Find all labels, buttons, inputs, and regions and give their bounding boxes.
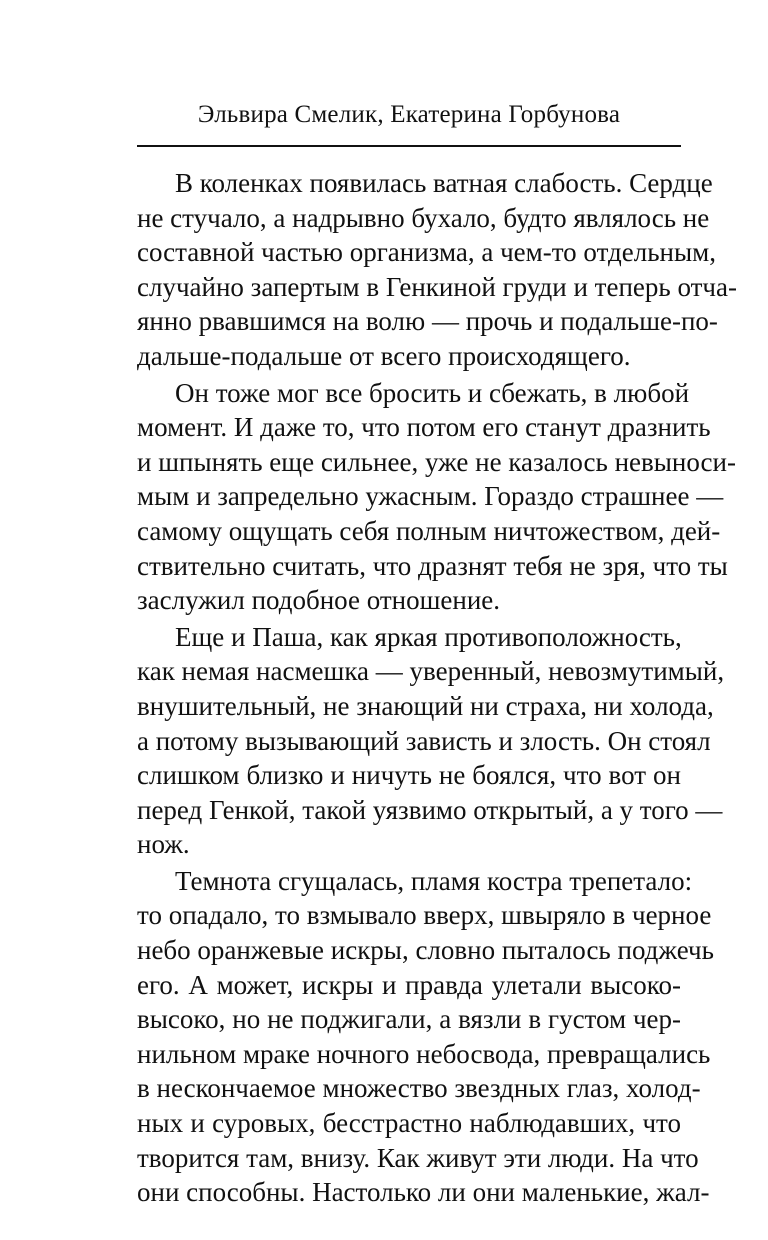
text-line: как немая насмешка — уверенный, невозмутимый, xyxy=(137,656,725,687)
text-line: перед Генкой, такой уязвимо открытый, а у того — xyxy=(137,794,723,825)
paragraph-1 xyxy=(137,166,737,374)
text-line: слишком близко и ничуть не боялся, что вот он xyxy=(137,760,681,791)
text-line: ных и суровых, бесстрастно наблюдавших, что xyxy=(137,1108,681,1139)
body-text xyxy=(137,166,737,1210)
text-line: не стучало, а надрывно бухало, будто являлось не xyxy=(137,202,710,233)
text-line: внушительный, не знающий ни страха, ни холода, xyxy=(137,690,714,721)
text-line: дальше-подальше от всего происходящего. xyxy=(137,340,631,371)
text-line: творится там, внизу. Как живут эти люди. На что xyxy=(137,1142,699,1173)
text-line: мым и запредельно ужасным. Гораздо страшнее — xyxy=(137,481,724,512)
paragraph-2 xyxy=(137,376,736,618)
text-line: В коленках появилась ватная слабость. Сердце xyxy=(175,168,713,198)
text-line: самому ощущать себя полным ничтожеством, дей- xyxy=(137,515,721,546)
text-line: Темнота сгущалась, пламя костра трепетало: xyxy=(175,865,693,896)
text-line: нильном мраке ночного небосвода, превращались xyxy=(137,1038,711,1069)
text-line: янно рвавшимся на волю — прочь и подальше-по- xyxy=(137,306,718,337)
text-line: высоко, но не поджигали, а вязли в густом чер- xyxy=(137,1004,681,1035)
paragraph-3 xyxy=(137,620,725,862)
text-line: ствительно считать, что дразнят тебя не зря, что ты xyxy=(137,550,728,581)
text-line: они способны. Настолько ли они маленькие, жал- xyxy=(137,1177,710,1208)
text-line: и шпынять еще сильнее, уже не казалось невыноси- xyxy=(137,446,736,477)
text-line: а потому вызывающий зависть и злость. Он стоял xyxy=(137,725,711,756)
paragraph-4 xyxy=(137,864,714,1210)
header-rule xyxy=(137,145,681,147)
text-line: то опадало, то взмывало вверх, швыряло в черное xyxy=(137,900,712,931)
text-line: в нескончаемое множество звездных глаз, холод- xyxy=(137,1073,701,1104)
text-line: Он тоже мог все бросить и сбежать, в любой xyxy=(175,377,690,408)
text-line: случайно запертым в Генкиной груди и теперь отча- xyxy=(137,271,737,302)
running-header: Эльвира Смелик, Екатерина Горбунова xyxy=(197,101,621,128)
text-line: его. А может, искры и правда улетали высоко- xyxy=(137,969,681,1000)
text-line: составной частью организма, а чем-то отдельным, xyxy=(137,237,716,268)
text-line: Еще и Паша, как яркая противоположность, xyxy=(175,621,682,652)
text-line: заслужил подобное отношение. xyxy=(137,585,501,616)
text-line: небо оранжевые искры, словно пыталось поджечь xyxy=(137,935,714,966)
text-line: нож. xyxy=(137,829,190,860)
text-line: момент. И даже то, что потом его станут дразнить xyxy=(137,412,711,443)
